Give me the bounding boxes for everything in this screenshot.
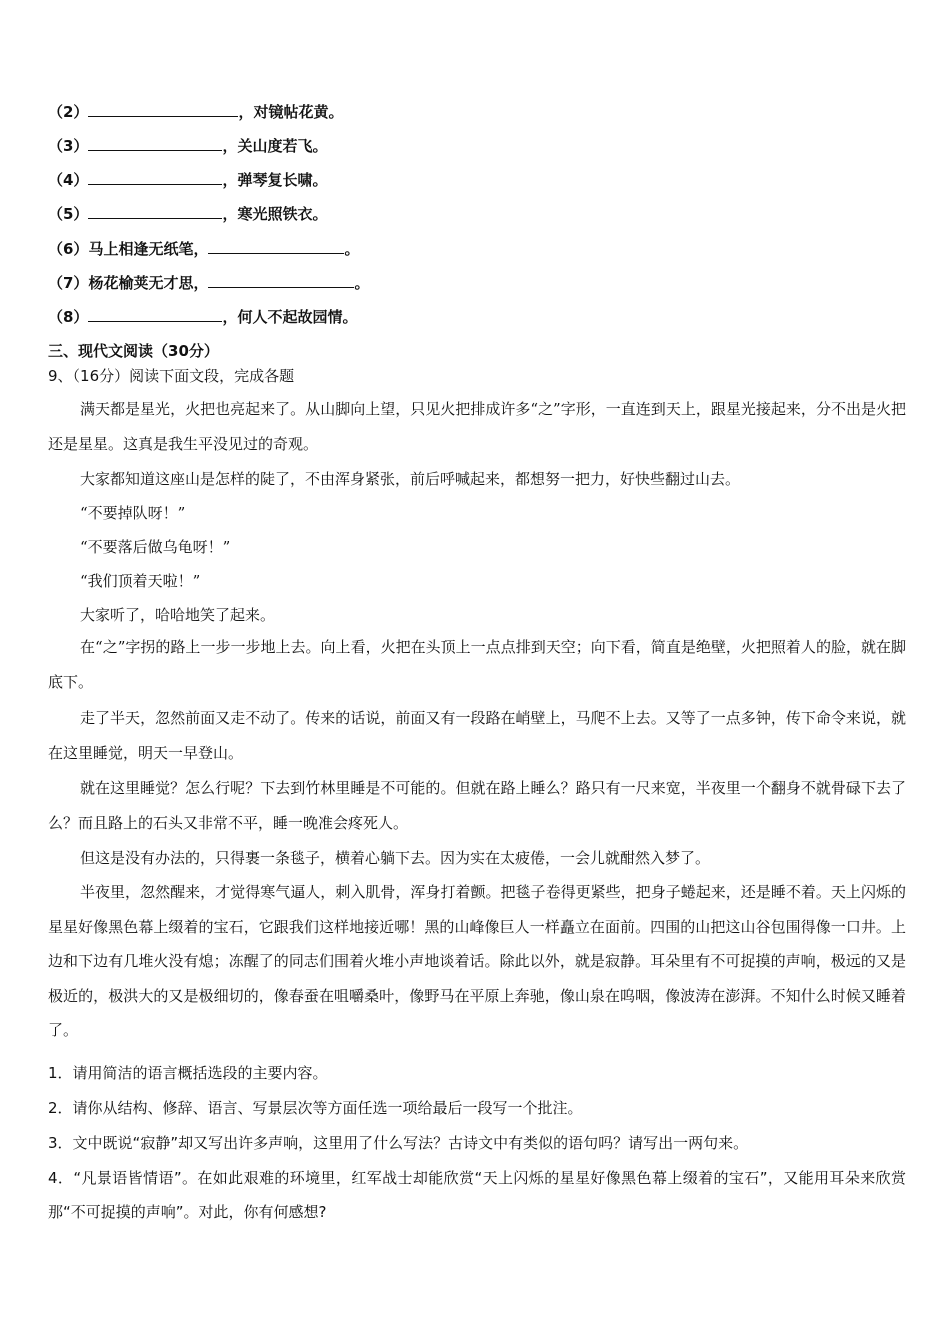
section-title: 三、现代文阅读（30分） — [48, 342, 219, 360]
answer-blank[interactable] — [88, 204, 222, 219]
item-text: 马上相逢无纸笔， — [88, 240, 209, 258]
passage-paragraph: “不要落后做乌龟呀！” — [80, 538, 231, 556]
question-4: 4．“凡景语皆情语”。在如此艰难的环境里，红军战士却能欣赏“天上闪烁的星星好像黑色幕上缀着的宝石”，又能用耳朵来欣赏那“不可捉摸的声响”。对此，你有何感想? — [48, 1169, 906, 1221]
fill-item-8 — [48, 307, 357, 327]
question-intro: 9、（16分）阅读下面文段，完成各题 — [48, 367, 295, 385]
item-text: 。 — [354, 274, 370, 292]
answer-blank[interactable] — [208, 239, 344, 254]
item-number: （6） — [48, 240, 89, 258]
question-1: 1．请用简洁的语言概括选段的主要内容。 — [48, 1064, 328, 1082]
answer-blank[interactable] — [88, 170, 222, 185]
question-2: 2．请你从结构、修辞、语言、写景层次等方面任选一项给最后一段写一个批注。 — [48, 1099, 583, 1117]
passage-paragraph: 但这是没有办法的，只得裹一条毯子，横着心躺下去。因为实在太疲倦，一会儿就酣然入梦了。 — [80, 849, 711, 867]
item-text: ，寒光照铁衣。 — [222, 205, 328, 223]
item-number: （8） — [48, 308, 89, 326]
item-number: （2） — [48, 103, 89, 121]
item-number: （7） — [48, 274, 89, 292]
question-3: 3．文中既说“寂静”却又写出许多声响，这里用了什么写法？古诗文中有类似的语句吗？请写出一两句来。 — [48, 1134, 749, 1152]
fill-item-3 — [48, 136, 327, 156]
answer-blank[interactable] — [88, 102, 238, 117]
item-text: ，弹琴复长啸。 — [222, 171, 328, 189]
item-number: （3） — [48, 137, 89, 155]
item-text: ，何人不起故园情。 — [222, 308, 358, 326]
answer-blank[interactable] — [88, 307, 222, 322]
fill-item-2 — [48, 102, 343, 122]
item-number: （4） — [48, 171, 89, 189]
item-text: ，对镜帖花黄。 — [238, 103, 344, 121]
passage-paragraph: “我们顶着天啦！” — [80, 572, 201, 590]
passage-paragraph: 就在这里睡觉？怎么行呢？下去到竹林里睡是不可能的。但就在路上睡么？路只有一尺来宽，半夜里一个翻身不就骨碌下去了么？而且路上的石头又非常不平，睡一晚准会疼死人。 — [48, 779, 906, 832]
passage-paragraph: 大家听了，哈哈地笑了起来。 — [80, 606, 276, 624]
passage-paragraph: 在“之”字拐的路上一步一步地上去。向上看，火把在头顶上一点点排到天空；向下看，简直是绝壁，火把照着人的脸，就在脚底下。 — [48, 638, 906, 691]
item-text: 杨花榆荚无才思， — [88, 274, 209, 292]
item-text: 。 — [344, 240, 360, 258]
fill-item-6 — [48, 239, 359, 259]
fill-item-7 — [48, 273, 369, 293]
answer-blank[interactable] — [88, 136, 222, 151]
passage-paragraph: “不要掉队呀！” — [80, 504, 186, 522]
passage-paragraph: 满天都是星光，火把也亮起来了。从山脚向上望，只见火把排成许多“之”字形，一直连到天上，跟星光接起来，分不出是火把还是星星。这真是我生平没见过的奇观。 — [48, 400, 906, 453]
item-number: （5） — [48, 205, 89, 223]
answer-blank[interactable] — [208, 273, 354, 288]
item-text: ，关山度若飞。 — [222, 137, 328, 155]
passage-paragraph: 走了半天，忽然前面又走不动了。传来的话说，前面又有一段路在峭壁上，马爬不上去。又等了一点多钟，传下命令来说，就在这里睡觉，明天一早登山。 — [48, 709, 906, 762]
passage-paragraph: 半夜里，忽然醒来，才觉得寒气逼人，刺入肌骨，浑身打着颤。把毯子卷得更紧些，把身子蜷起来，还是睡不着。天上闪烁的星星好像黑色幕上缀着的宝石，它跟我们这样地接近哪！黑的山峰像巨人一样矗立在面前。四围的山把这山谷包围得像一口井。上边和下边有几堆火没有熄；冻醒了的同志们围着火堆小声地谈着话。除此以外，就是寂静。耳朵里有不可捉摸的声响，极远的又是极近的，极洪大的又是极细切的，像春蚕在咀嚼桑叶，像野马在平原上奔驰，像山泉在呜咽，像波涛在澎湃。不知什么时候又睡着了。 — [48, 883, 906, 1039]
fill-item-5 — [48, 204, 327, 224]
passage-paragraph: 大家都知道这座山是怎样的陡了，不由浑身紧张，前后呼喊起来，都想努一把力，好快些翻过山去。 — [80, 470, 741, 488]
fill-item-4 — [48, 170, 327, 190]
